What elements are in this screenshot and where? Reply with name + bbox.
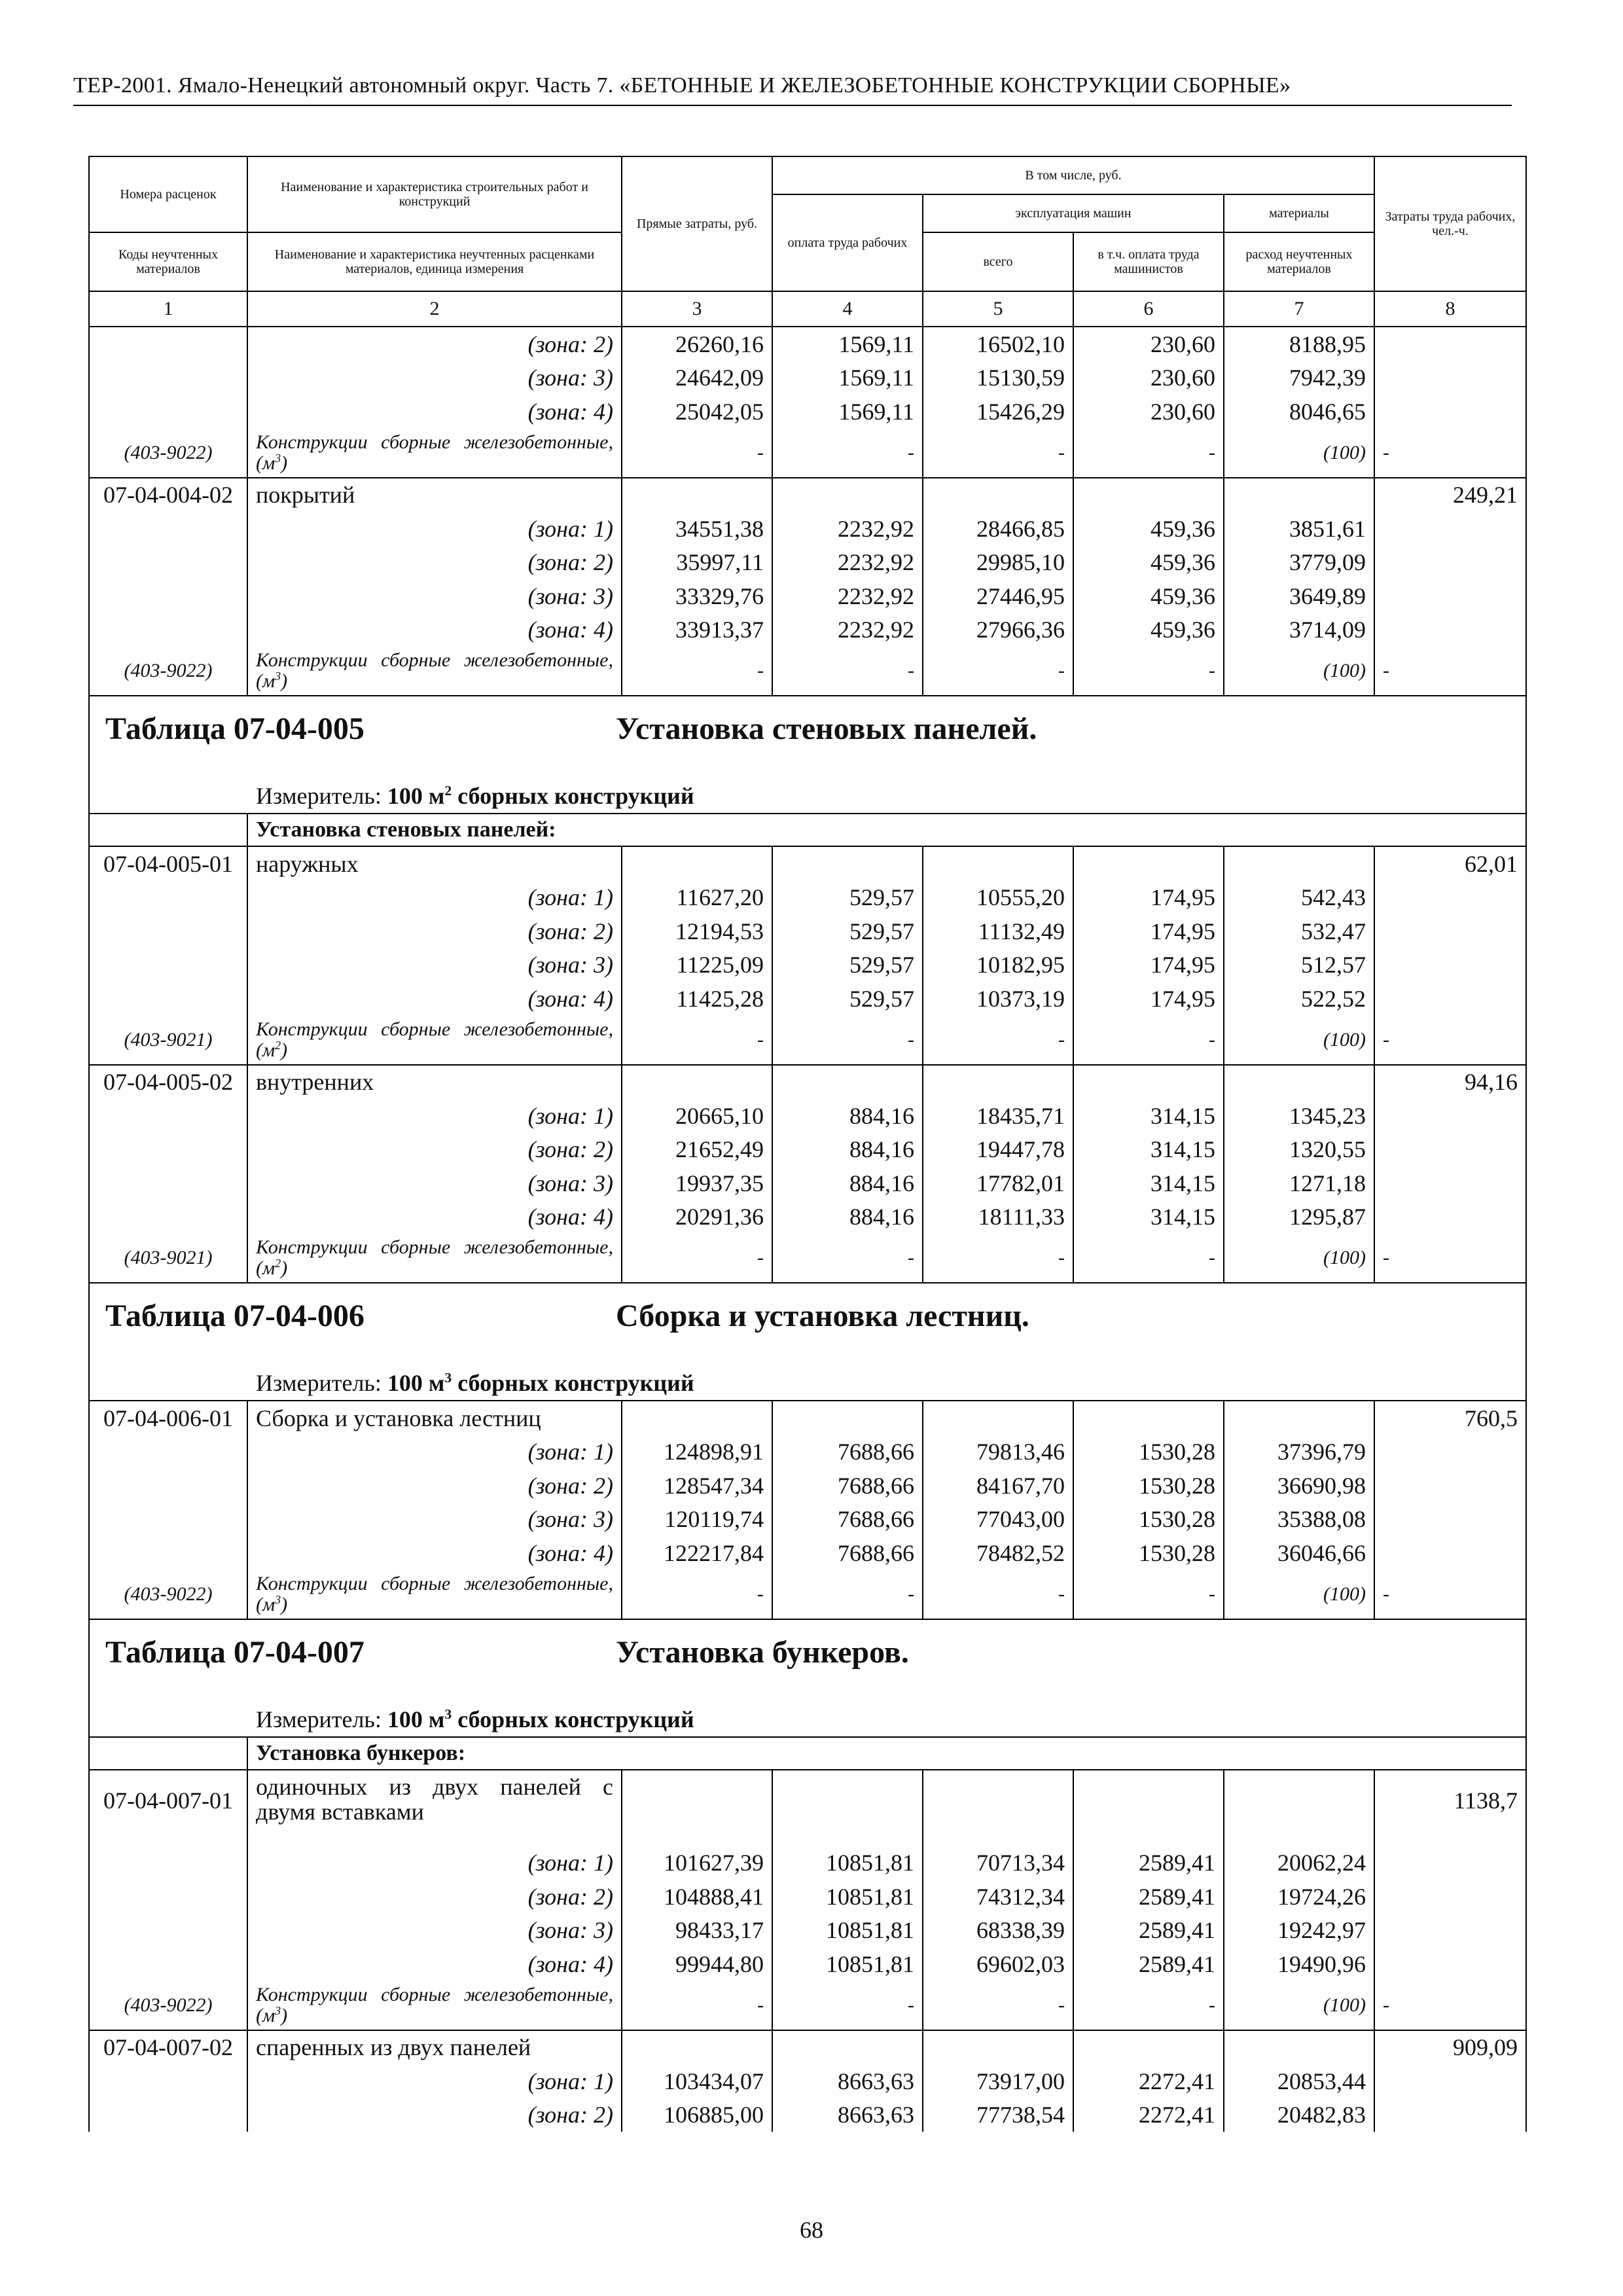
table-heading xyxy=(89,1619,1526,1702)
machinists-pay: 459,36 xyxy=(1073,512,1224,546)
material-code: (403-9021) xyxy=(89,1234,247,1283)
dash: - xyxy=(622,1570,772,1619)
material-name: Конструкции сборные железобетонные, $(м^2)$ xyxy=(247,1016,622,1065)
dash: - xyxy=(1374,1570,1526,1619)
zone-label: (зона: 3) xyxy=(247,1166,622,1200)
labor-hours: 249,21 xyxy=(1374,478,1526,512)
machinists-pay: 314,15 xyxy=(1073,1133,1224,1167)
item-name: покрытий xyxy=(247,478,622,512)
dash: - xyxy=(772,1234,923,1283)
materials-cost: 8188,95 xyxy=(1224,327,1374,361)
machinists-pay: 2272,41 xyxy=(1073,2064,1224,2098)
zone-row xyxy=(89,512,1526,546)
materials-cost: 1320,55 xyxy=(1224,1133,1374,1167)
machines-total: 77043,00 xyxy=(923,1503,1073,1537)
item-code: 07-04-005-02 xyxy=(89,1065,247,1100)
col5-header: всего xyxy=(923,232,1073,291)
zone-label: (зона: 4) xyxy=(247,1536,622,1570)
zone-label: (зона: 1) xyxy=(247,1435,622,1469)
dash: - xyxy=(1073,429,1224,478)
table-title: Таблица 07-04-007 xyxy=(105,1634,365,1670)
material-row xyxy=(89,1234,1526,1283)
labor-pay: 7688,66 xyxy=(772,1536,923,1570)
materials-cost: 3649,89 xyxy=(1224,579,1374,613)
zone-label: (зона: 1) xyxy=(247,512,622,546)
machinists-pay: 459,36 xyxy=(1073,613,1224,647)
labor-pay: 10851,81 xyxy=(772,1947,923,1981)
labor-pay: 10851,81 xyxy=(772,1914,923,1948)
col-number: 4 xyxy=(772,291,923,327)
zone-row xyxy=(89,395,1526,429)
machinists-pay: 314,15 xyxy=(1073,1099,1224,1133)
machinists-pay: 2589,41 xyxy=(1073,1914,1224,1948)
labor-pay: 1569,11 xyxy=(772,361,923,395)
meter-label: Измеритель: xyxy=(256,1706,382,1732)
machines-total: 17782,01 xyxy=(923,1166,1073,1200)
zone-row xyxy=(89,948,1526,982)
col-number: 7 xyxy=(1224,291,1374,327)
zone-row xyxy=(89,1880,1526,1914)
machines-total: 29985,10 xyxy=(923,546,1073,580)
machines-total: 19447,78 xyxy=(923,1133,1073,1167)
labor-pay: 8663,63 xyxy=(772,2098,923,2132)
page-number: 68 xyxy=(800,2217,823,2243)
zone-row xyxy=(89,613,1526,647)
machinists-pay: 230,60 xyxy=(1073,327,1224,361)
col8-header: Затраты труда рабочих, чел.-ч. xyxy=(1374,156,1526,291)
labor-pay: 884,16 xyxy=(772,1200,923,1234)
direct-cost: 19937,35 xyxy=(622,1166,772,1200)
direct-cost: 21652,49 xyxy=(622,1133,772,1167)
direct-cost: 120119,74 xyxy=(622,1503,772,1537)
direct-cost: 20291,36 xyxy=(622,1200,772,1234)
zone-label: (зона: 2) xyxy=(247,1133,622,1167)
materials-cost: 35388,08 xyxy=(1224,1503,1374,1537)
page-header: ТЕР-2001. Ямало-Ненецкий автономный округ. Часть 7. «БЕТОННЫЕ И ЖЕЛЕЗОБЕТОННЫЕ КОНСТРУКЦИИ СБОРНЫЕ» xyxy=(73,73,1291,98)
zone-label: (зона: 1) xyxy=(247,2064,622,2098)
labor-pay: 529,57 xyxy=(772,914,923,948)
materials-cost: 19490,96 xyxy=(1224,1947,1374,1981)
material-percent: (100) xyxy=(1224,429,1374,478)
dash: - xyxy=(622,1981,772,2030)
labor-pay: 1569,11 xyxy=(772,327,923,361)
materials-cost: 7942,39 xyxy=(1224,361,1374,395)
machines-total: 16502,10 xyxy=(923,327,1073,361)
labor-pay: 529,57 xyxy=(772,948,923,982)
direct-cost: 124898,91 xyxy=(622,1435,772,1469)
machines-total: 27966,36 xyxy=(923,613,1073,647)
machines-total: 73917,00 xyxy=(923,2064,1073,2098)
zone-label: (зона: 3) xyxy=(247,948,622,982)
machinists-pay: 230,60 xyxy=(1073,361,1224,395)
meter-label: Измеритель: xyxy=(256,1370,382,1396)
col-number: 3 xyxy=(622,291,772,327)
zone-row xyxy=(89,982,1526,1016)
material-code: (403-9021) xyxy=(89,1016,247,1065)
machines-total: 10182,95 xyxy=(923,948,1073,982)
item-row xyxy=(89,1065,1526,1100)
dash: - xyxy=(1073,1570,1224,1619)
dash: - xyxy=(622,1234,772,1283)
labor-pay: 2232,92 xyxy=(772,579,923,613)
dash: - xyxy=(923,647,1073,696)
machines-total: 77738,54 xyxy=(923,2098,1073,2132)
materials-cost: 20482,83 xyxy=(1224,2098,1374,2132)
item-row xyxy=(89,1770,1526,1846)
materials-cost: 532,47 xyxy=(1224,914,1374,948)
item-name: Сборка и установка лестниц xyxy=(247,1401,622,1435)
meter-label: Измеритель: xyxy=(256,783,382,809)
machines-total: 69602,03 xyxy=(923,1947,1073,1981)
table-heading xyxy=(89,1283,1526,1366)
materials-header: материалы xyxy=(1224,194,1374,232)
machines-total: 78482,52 xyxy=(923,1536,1073,1570)
labor-pay: 2232,92 xyxy=(772,512,923,546)
direct-cost: 128547,34 xyxy=(622,1469,772,1503)
material-code: (403-9022) xyxy=(89,429,247,478)
zone-row xyxy=(89,1947,1526,1981)
machinists-pay: 2272,41 xyxy=(1073,2098,1224,2132)
zone-row xyxy=(89,1846,1526,1880)
zone-row xyxy=(89,1133,1526,1167)
materials-cost: 36046,66 xyxy=(1224,1536,1374,1570)
col3-header: Прямые затраты, руб. xyxy=(622,156,772,291)
zone-label: (зона: 4) xyxy=(247,395,622,429)
machines-total: 15426,29 xyxy=(923,395,1073,429)
labor-pay: 884,16 xyxy=(772,1166,923,1200)
item-name: внутренних xyxy=(247,1065,622,1100)
table-meter: Измеритель: 100 $м^3$ сборных конструкций xyxy=(89,1702,1526,1737)
zone-row xyxy=(89,1166,1526,1200)
price-table xyxy=(88,156,1527,2132)
materials-cost: 3779,09 xyxy=(1224,546,1374,580)
machines-total: 10373,19 xyxy=(923,982,1073,1016)
col7-header: расход неучтенных материалов xyxy=(1224,232,1374,291)
dash: - xyxy=(622,1016,772,1065)
dash: - xyxy=(1374,1016,1526,1065)
dash: - xyxy=(923,1016,1073,1065)
col-number: 2 xyxy=(247,291,622,327)
materials-cost: 512,57 xyxy=(1224,948,1374,982)
material-row xyxy=(89,1570,1526,1619)
direct-cost: 12194,53 xyxy=(622,914,772,948)
direct-cost: 99944,80 xyxy=(622,1947,772,1981)
item-row xyxy=(89,1401,1526,1435)
direct-cost: 11425,28 xyxy=(622,982,772,1016)
materials-cost: 3851,61 xyxy=(1224,512,1374,546)
labor-pay: 2232,92 xyxy=(772,613,923,647)
col4-header: оплата труда рабочих xyxy=(772,194,923,291)
dash: - xyxy=(772,429,923,478)
machines-total: 15130,59 xyxy=(923,361,1073,395)
table-description: Сборка и установка лестниц. xyxy=(616,1299,1029,1333)
machines-total: 10555,20 xyxy=(923,881,1073,915)
dash: - xyxy=(923,1570,1073,1619)
direct-cost: 34551,38 xyxy=(622,512,772,546)
zone-row xyxy=(89,579,1526,613)
material-name: Конструкции сборные железобетонные, $(м^2)$ xyxy=(247,1234,622,1283)
item-name: одиночных из двух панелей с двумя вставками xyxy=(247,1770,622,1846)
machinists-pay: 230,60 xyxy=(1073,395,1224,429)
labor-pay: 7688,66 xyxy=(772,1435,923,1469)
table-title: Таблица 07-04-005 xyxy=(105,711,365,746)
material-code: (403-9022) xyxy=(89,1981,247,2030)
material-percent: (100) xyxy=(1224,1016,1374,1065)
dash: - xyxy=(1374,1234,1526,1283)
labor-hours: 760,5 xyxy=(1374,1401,1526,1435)
material-name: Конструкции сборные железобетонные, $(м^3)$ xyxy=(247,429,622,478)
material-name: Конструкции сборные железобетонные, $(м^3)$ xyxy=(247,1981,622,2030)
machines-total: 18435,71 xyxy=(923,1099,1073,1133)
material-name: Конструкции сборные железобетонные, $(м^3)$ xyxy=(247,647,622,696)
material-code: (403-9022) xyxy=(89,1570,247,1619)
materials-cost: 20853,44 xyxy=(1224,2064,1374,2098)
zone-label: (зона: 2) xyxy=(247,1469,622,1503)
machines-total: 74312,34 xyxy=(923,1880,1073,1914)
labor-pay: 529,57 xyxy=(772,881,923,915)
zone-label: (зона: 4) xyxy=(247,982,622,1016)
col1-bottom-header: Коды неучтенных материалов xyxy=(89,232,247,291)
material-percent: (100) xyxy=(1224,1234,1374,1283)
machinists-pay: 1530,28 xyxy=(1073,1469,1224,1503)
col-number: 6 xyxy=(1073,291,1224,327)
item-code: 07-04-005-01 xyxy=(89,846,247,881)
zone-label: (зона: 2) xyxy=(247,1880,622,1914)
dash: - xyxy=(1374,429,1526,478)
dash: - xyxy=(923,1234,1073,1283)
labor-pay: 1569,11 xyxy=(772,395,923,429)
labor-pay: 884,16 xyxy=(772,1099,923,1133)
dash: - xyxy=(772,1981,923,2030)
direct-cost: 33329,76 xyxy=(622,579,772,613)
materials-cost: 522,52 xyxy=(1224,982,1374,1016)
machinists-pay: 1530,28 xyxy=(1073,1503,1224,1537)
materials-cost: 19242,97 xyxy=(1224,1914,1374,1948)
col6-header: в т.ч. оплата труда машинистов xyxy=(1073,232,1224,291)
material-row xyxy=(89,1016,1526,1065)
dash: - xyxy=(772,1570,923,1619)
dash: - xyxy=(1073,1016,1224,1065)
direct-cost: 101627,39 xyxy=(622,1846,772,1880)
zone-label: (зона: 2) xyxy=(247,546,622,580)
labor-hours: 909,09 xyxy=(1374,2030,1526,2065)
sub-heading-text: Установка бункеров: xyxy=(247,1737,1526,1770)
sub-heading xyxy=(89,1737,1526,1770)
sub-heading xyxy=(89,814,1526,846)
materials-cost: 19724,26 xyxy=(1224,1880,1374,1914)
zone-label: (зона: 3) xyxy=(247,1914,622,1948)
labor-pay: 10851,81 xyxy=(772,1880,923,1914)
material-name: Конструкции сборные железобетонные, $(м^3)$ xyxy=(247,1570,622,1619)
zone-row xyxy=(89,1099,1526,1133)
col-number: 5 xyxy=(923,291,1073,327)
machinists-pay: 1530,28 xyxy=(1073,1536,1224,1570)
zone-label: (зона: 3) xyxy=(247,1503,622,1537)
table-title: Таблица 07-04-006 xyxy=(105,1299,365,1333)
zone-label: (зона: 3) xyxy=(247,361,622,395)
direct-cost: 98433,17 xyxy=(622,1914,772,1948)
zone-row xyxy=(89,881,1526,915)
zone-row xyxy=(89,1503,1526,1537)
direct-cost: 35997,11 xyxy=(622,546,772,580)
zone-row xyxy=(89,1536,1526,1570)
labor-pay: 7688,66 xyxy=(772,1469,923,1503)
machines-total: 11132,49 xyxy=(923,914,1073,948)
machines-total: 70713,34 xyxy=(923,1846,1073,1880)
zone-label: (зона: 4) xyxy=(247,1947,622,1981)
labor-hours: 62,01 xyxy=(1374,846,1526,881)
dash: - xyxy=(1073,1234,1224,1283)
material-row xyxy=(89,647,1526,696)
machines-total: 79813,46 xyxy=(923,1435,1073,1469)
table-meter: Измеритель: 100 $м^3$ сборных конструкций xyxy=(89,1366,1526,1401)
table-description: Установка стеновых панелей. xyxy=(616,711,1037,746)
direct-cost: 11627,20 xyxy=(622,881,772,915)
dash: - xyxy=(622,429,772,478)
machinists-pay: 2589,41 xyxy=(1073,1947,1224,1981)
machinists-pay: 1530,28 xyxy=(1073,1435,1224,1469)
zone-label: (зона: 2) xyxy=(247,2098,622,2132)
materials-cost: 8046,65 xyxy=(1224,395,1374,429)
zone-row xyxy=(89,1435,1526,1469)
direct-cost: 24642,09 xyxy=(622,361,772,395)
col-number: 8 xyxy=(1374,291,1526,327)
material-code: (403-9022) xyxy=(89,647,247,696)
machines-total: 68338,39 xyxy=(923,1914,1073,1948)
machinists-pay: 174,95 xyxy=(1073,948,1224,982)
zone-row xyxy=(89,327,1526,361)
material-percent: (100) xyxy=(1224,647,1374,696)
zone-row xyxy=(89,546,1526,580)
materials-cost: 20062,24 xyxy=(1224,1846,1374,1880)
labor-pay: 529,57 xyxy=(772,982,923,1016)
dash: - xyxy=(772,647,923,696)
zone-row xyxy=(89,1200,1526,1234)
item-row xyxy=(89,478,1526,512)
item-name: спаренных из двух панелей xyxy=(247,2030,622,2065)
dash: - xyxy=(1073,647,1224,696)
machines-total: 18111,33 xyxy=(923,1200,1073,1234)
zone-row xyxy=(89,914,1526,948)
machinists-pay: 174,95 xyxy=(1073,914,1224,948)
labor-hours: 94,16 xyxy=(1374,1065,1526,1100)
machinists-pay: 2589,41 xyxy=(1073,1846,1224,1880)
in-that-header: В том числе, руб. xyxy=(772,156,1374,194)
zone-row xyxy=(89,2098,1526,2132)
item-code: 07-04-006-01 xyxy=(89,1401,247,1435)
dash: - xyxy=(772,1016,923,1065)
labor-hours: 1138,7 xyxy=(1374,1770,1526,1846)
dash: - xyxy=(1374,647,1526,696)
dash: - xyxy=(923,1981,1073,2030)
direct-cost: 104888,41 xyxy=(622,1880,772,1914)
sub-heading-text: Установка стеновых панелей: xyxy=(247,814,1526,846)
item-code: 07-04-004-02 xyxy=(89,478,247,512)
zone-row xyxy=(89,361,1526,395)
zone-label: (зона: 2) xyxy=(247,914,622,948)
zone-label: (зона: 1) xyxy=(247,1099,622,1133)
direct-cost: 106885,00 xyxy=(622,2098,772,2132)
item-name: наружных xyxy=(247,846,622,881)
material-row xyxy=(89,1981,1526,2030)
zone-label: (зона: 4) xyxy=(247,1200,622,1234)
zone-label: (зона: 1) xyxy=(247,1846,622,1880)
labor-pay: 10851,81 xyxy=(772,1846,923,1880)
materials-cost: 1295,87 xyxy=(1224,1200,1374,1234)
materials-cost: 1271,18 xyxy=(1224,1166,1374,1200)
table-heading xyxy=(89,696,1526,779)
col1-top-header: Номера расценок xyxy=(89,156,247,232)
zone-row xyxy=(89,1469,1526,1503)
direct-cost: 20665,10 xyxy=(622,1099,772,1133)
dash: - xyxy=(923,429,1073,478)
machines-total: 84167,70 xyxy=(923,1469,1073,1503)
direct-cost: 103434,07 xyxy=(622,2064,772,2098)
machinists-pay: 459,36 xyxy=(1073,579,1224,613)
labor-pay: 8663,63 xyxy=(772,2064,923,2098)
item-row xyxy=(89,2030,1526,2065)
zone-row xyxy=(89,1914,1526,1948)
item-row xyxy=(89,846,1526,881)
col2-top-header: Наименование и характеристика строительных работ и конструкций xyxy=(247,156,622,232)
labor-pay: 884,16 xyxy=(772,1133,923,1167)
zone-label: (зона: 3) xyxy=(247,579,622,613)
header-rule xyxy=(73,105,1512,106)
zone-label: (зона: 2) xyxy=(247,327,622,361)
machinists-pay: 2589,41 xyxy=(1073,1880,1224,1914)
machines-header: эксплуатация машин xyxy=(923,194,1224,232)
machinists-pay: 174,95 xyxy=(1073,982,1224,1016)
col2-bottom-header: Наименование и характеристика неучтенных расценками материалов, единица измерения xyxy=(247,232,622,291)
machinists-pay: 174,95 xyxy=(1073,881,1224,915)
item-code: 07-04-007-01 xyxy=(89,1770,247,1846)
direct-cost: 33913,37 xyxy=(622,613,772,647)
direct-cost: 11225,09 xyxy=(622,948,772,982)
item-code: 07-04-007-02 xyxy=(89,2030,247,2065)
zone-label: (зона: 1) xyxy=(247,881,622,915)
zone-row xyxy=(89,2064,1526,2098)
direct-cost: 25042,05 xyxy=(622,395,772,429)
direct-cost: 26260,16 xyxy=(622,327,772,361)
materials-cost: 36690,98 xyxy=(1224,1469,1374,1503)
col-number: 1 xyxy=(89,291,247,327)
material-percent: (100) xyxy=(1224,1570,1374,1619)
machinists-pay: 314,15 xyxy=(1073,1166,1224,1200)
material-row xyxy=(89,429,1526,478)
materials-cost: 542,43 xyxy=(1224,881,1374,915)
material-percent: (100) xyxy=(1224,1981,1374,2030)
materials-cost: 3714,09 xyxy=(1224,613,1374,647)
labor-pay: 7688,66 xyxy=(772,1503,923,1537)
table-description: Установка бункеров. xyxy=(616,1634,909,1670)
machinists-pay: 459,36 xyxy=(1073,546,1224,580)
machines-total: 27446,95 xyxy=(923,579,1073,613)
dash: - xyxy=(1073,1981,1224,2030)
machinists-pay: 314,15 xyxy=(1073,1200,1224,1234)
dash: - xyxy=(1374,1981,1526,2030)
zone-label: (зона: 4) xyxy=(247,613,622,647)
table-meter: Измеритель: 100 $м^2$ сборных конструкций xyxy=(89,779,1526,814)
materials-cost: 37396,79 xyxy=(1224,1435,1374,1469)
materials-cost: 1345,23 xyxy=(1224,1099,1374,1133)
dash: - xyxy=(622,647,772,696)
direct-cost: 122217,84 xyxy=(622,1536,772,1570)
machines-total: 28466,85 xyxy=(923,512,1073,546)
labor-pay: 2232,92 xyxy=(772,546,923,580)
